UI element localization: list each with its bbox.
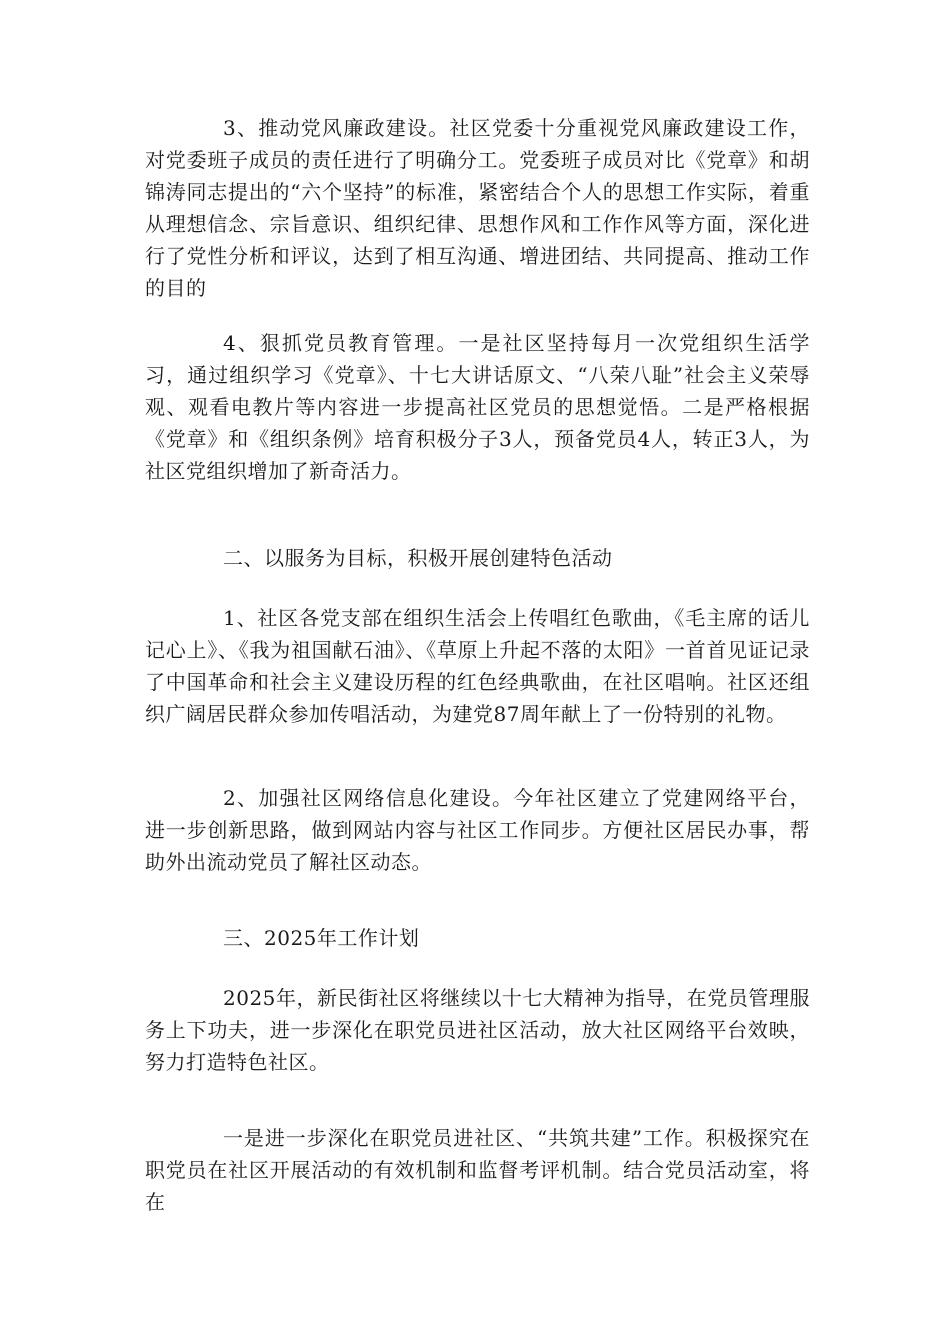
paragraph-party-conduct: 3、推动党风廉政建设。社区党委十分重视党风廉政建设工作，对党委班子成员的责任进行了明确分工。党委班子成员对比《党章》和胡锦涛同志提出的“六个坚持”的标准，紧密结合个人的思想工作实际，着重从理想信念、宗旨意识、组织纪律、思想作风和工作作风等方面，深化进行了党性分析和评议，达到了相互沟通、增进团结、共同提高、推动工作的目的 <box>145 116 810 300</box>
section-heading-work-plan: 三、2025年工作计划 <box>223 926 420 950</box>
paragraph-member-education: 4、狠抓党员教育管理。一是社区坚持每月一次党组织生活学习，通过组织学习《党章》、十七大讲话原文、“八荣八耻”社会主义荣辱观、观看电教片等内容进一步提高社区党员的思想觉悟。二是严格根据《党章》和《组织条例》培育积极分子3人，预备党员4人，转正3人，为社区党组织增加了新奇活力。 <box>145 331 810 483</box>
paragraph-plan-overview: 2025年，新民街社区将继续以十七大精神为指导，在党员管理服务上下功夫，进一步深化在职党员进社区活动，放大社区网络平台效映，努力打造特色社区。 <box>145 986 810 1074</box>
paragraph-network-platform: 2、加强社区网络信息化建设。今年社区建立了党建网络平台，进一步创新思路，做到网站内容与社区工作同步。方便社区居民办事，帮助外出流动党员了解社区动态。 <box>145 786 810 874</box>
paragraph-red-songs: 1、社区各党支部在组织生活会上传唱红色歌曲，《毛主席的话儿记心上》、《我为祖国献石油》、《草原上升起不落的太阳》一首首见证记录了中国革命和社会主义建设历程的红色经典歌曲，在社区唱响。社区还组织广阔居民群众参加传唱活动，为建党87周年献上了一份特别的礼物。 <box>145 606 810 726</box>
paragraph-plan-item-one: 一是进一步深化在职党员进社区、“共筑共建”工作。积极探究在职党员在社区开展活动的有效机制和监督考评机制。结合党员活动室，将在 <box>145 1126 810 1214</box>
section-heading-services: 二、以服务为目标，积极开展创建特色活动 <box>223 546 613 570</box>
